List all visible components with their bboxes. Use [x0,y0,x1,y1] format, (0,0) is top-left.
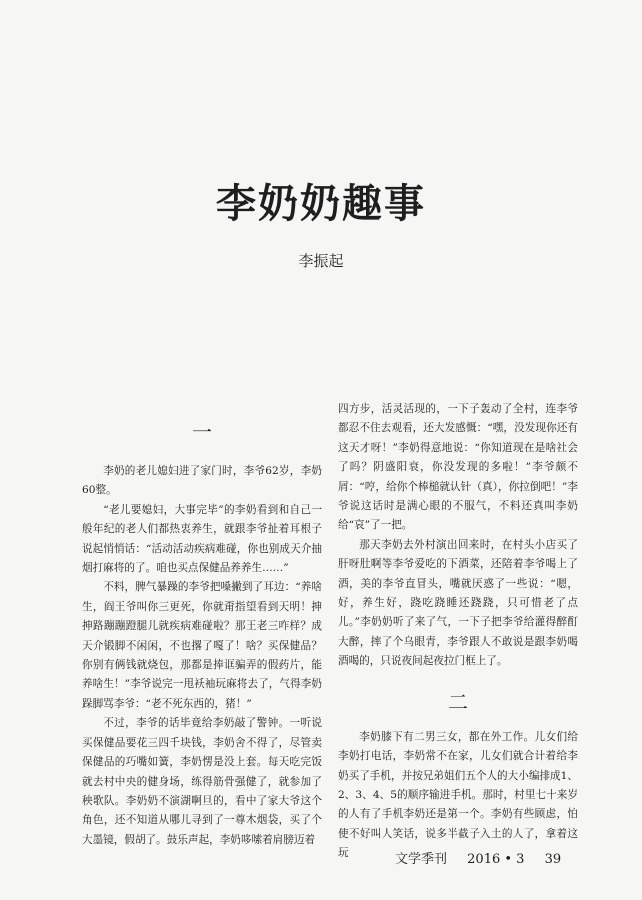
paragraph: 四方步，活灵活现的，一下子轰动了全村，连李爷都忍不住去观看，还大发感慨：“嘿，没发现你还有这天才呀！”李奶得意地说：“你知道现在是啥社会了吗？阴盛阳衰，你没发现的多啦！”李爷颇不屑：“哼，给你个棒槌就认针（真），你拉倒吧！”李爷说这话时是满心眼的不服气，不料还真叫李奶给“哀”了一把。 [338,403,578,532]
journal-name: 文学季刊 [395,852,448,867]
left-column [82,400,322,850]
paragraph: 李奶的老儿媳妇进了家门时，李爷62岁，李奶60整。 [82,465,322,497]
paragraph: 不料，脾气暴躁的李爷把嗓撇到了耳边：“养啥生，阎王爷叫你三更死，你就甭指望看到天明！抻抻路蹦蹦蹬腿儿就疾病难碰啦？那王老三咋样？成天介锻脚不闲闲，不也撂了嘎了！啥？买保健品？你别有俩钱就烧包，那都是捧诓骗弄的假药片，能养啥生！”李爷说完一甩袄袖玩麻将去了，气得李奶跺脚骂李爷：“老不死东西的，猪！” [82,581,322,710]
page-footer [395,848,577,867]
issue-number: 2016 • 3 [467,852,525,867]
paragraph: 那天李奶去外村演出回来时，在村头小店买了肝呀肚啊等李爷爱吃的下酒菜，还陪着李爷喝上了酒，美的李爷直冒头，嘴就厌惑了一些说：“嗯，好，养生好，跷吃跷睡还跷跷，只可惜老了点儿。”李奶奶听了来了气，一下子把李爷给灌得醉酊大醉，摔了个乌眼青，李爷跟人不敢说是跟李奶喝酒喝的，只说夜间起夜拉门框上了。 [338,538,578,668]
paragraph: 李奶膝下有二男三女，都在外工作。儿女们给李奶打电话，李奶常不在家，儿女们就合计着给李奶买了手机，并按兄弟姐们五个人的大小编排成1、2、3、4、5的顺序输进手机。那时，村里七十来岁的人有了手机李奶还是第一个。李奶有些顾虑，怕使不好叫人笑话，说多半截子入土的人了，拿着这玩 [338,730,578,860]
paragraph: “老儿要媳妇，大事完毕”的李奶看到和自己一般年纪的老人们都热衷养生，就跟李爷扯着耳根子说起悄悄话：“活动活动疾病难碰，你也别成天介抽烟打麻将的了。咱也买点保健品养养生……” [82,503,322,575]
article-author: 李振起 [298,252,344,270]
paragraph: 不过，李爷的话毕竟给李奶敲了警钟。一听说买保健品要花三四千块钱，李奶舍不得了，尽管卖保健品的巧嘴如簧，李奶愣是没上套。每天吃完饭就去村中央的健身场，练得筋骨强健了，就参加了秧歌队。李奶奶不演湖啊旦的，看中了家大爷这个角色，还不知道从哪儿寻到了一尊木烟袋，买了个大墨镜，假胡了。鼓乐声起，李奶哆嗦着肩膀迈着 [82,717,322,846]
article-title: 李奶奶趣事 [216,181,426,227]
section-heading-2: 二 [448,689,468,714]
page-number: 39 [544,852,562,867]
right-column [338,400,578,864]
section-heading-1: 一 [192,420,212,444]
